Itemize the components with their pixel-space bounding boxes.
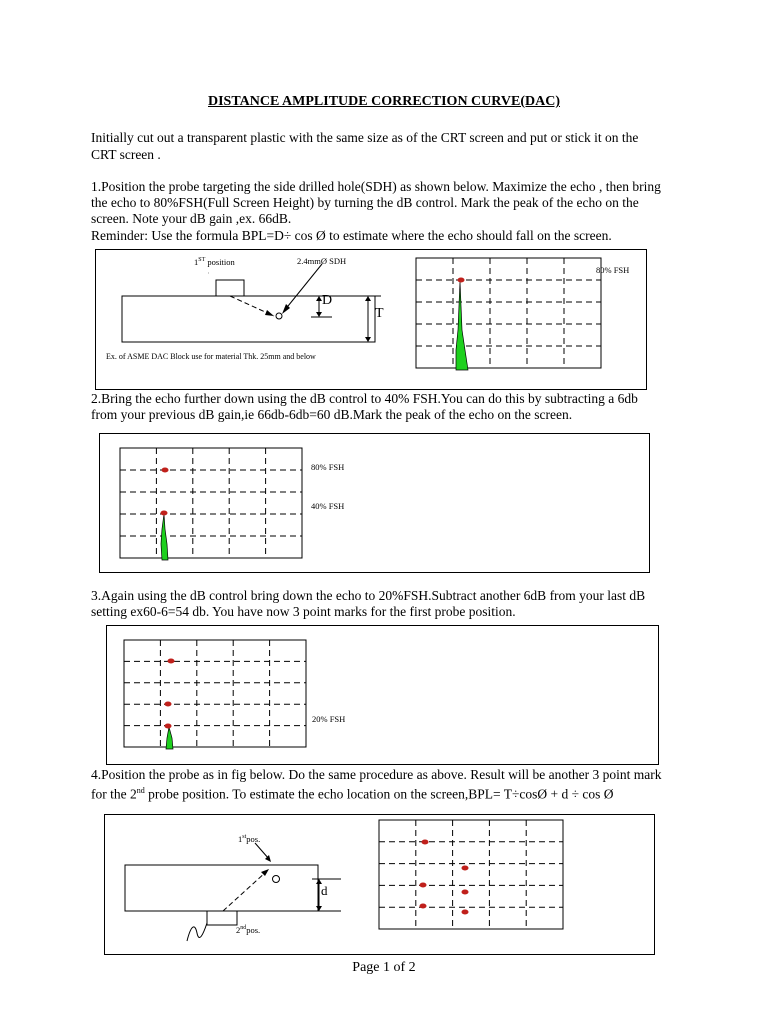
sdh-hole — [273, 876, 280, 883]
figure-2 — [99, 433, 650, 573]
fsh-80-label: 80% FSH — [596, 265, 630, 275]
step2-line-2: from your previous dB gain,ie 66db-6db=60 dB.Mark the peak of the echo on the screen. — [91, 407, 573, 422]
probe-2nd-position — [207, 911, 237, 925]
echo-peak-marker-80 — [458, 278, 465, 283]
sdh-pointer — [284, 264, 322, 311]
document-title: DISTANCE AMPLITUDE CORRECTION CURVE(DAC) — [208, 94, 560, 109]
echo-peak-marker-80 — [168, 659, 175, 664]
step1-line-3: screen. Note your dB gain ,ex. 66dB. — [91, 211, 292, 226]
step4-line-1: 4.Position the probe as in fig below. Do the same procedure as above. Result will be another 3 point mark — [91, 767, 662, 782]
figure-4 — [104, 814, 655, 955]
d-small-label: d — [321, 883, 328, 898]
figure-1 — [95, 249, 647, 390]
probe-1st-position — [216, 280, 244, 296]
crt-screen-4 — [379, 820, 563, 929]
step4-line-2: for the 2nd probe position. To estimate the echo location on the screen,BPL= T÷cosØ + d ÷ cos Ø — [91, 786, 614, 802]
page-footer: Page 1 of 2 — [352, 960, 416, 975]
beam-arrow-icon — [265, 310, 274, 316]
block-caption: Ex. of ASME DAC Block use for material Thk. 25mm and below — [106, 352, 316, 361]
echo-peak-marker-80 — [162, 468, 169, 473]
figure-2-drawing — [100, 434, 649, 572]
fsh-80-label: 80% FSH — [311, 462, 345, 472]
crt-screen-1 — [416, 258, 601, 368]
second-pos-label: 2ndpos. — [236, 924, 261, 935]
step1-line-4: Reminder: Use the formula BPL=D÷ cos Ø to estimate where the echo should fall on the screen. — [91, 228, 612, 243]
first-position-pointer — [255, 843, 269, 859]
cable-squiggle — [187, 923, 207, 941]
fsh-40-label: 40% FSH — [311, 501, 345, 511]
calibration-block — [125, 865, 318, 911]
figure-3-drawing — [107, 626, 658, 764]
step3-line-1: 3.Again using the dB control bring down the echo to 20%FSH.Subtract another 6dB from your last dB — [91, 588, 646, 603]
calibration-block — [122, 296, 375, 342]
sound-beam — [223, 871, 267, 911]
first-position-label: 1ST position — [194, 256, 235, 267]
step3-line-2: setting ex60-6=54 db. You have now 3 point marks for the first probe position. — [91, 604, 516, 619]
intro-line-1: Initially cut out a transparent plastic with the same size as of the CRT screen and put or stick it on the — [91, 130, 639, 145]
step2-line-1: 2.Bring the echo further down using the dB control to 40% FSH.You can do this by subtracting a 6db — [91, 391, 638, 406]
step1-line-2: the echo to 80%FSH(Full Screen Height) by turning the dB control. Mark the peak of the echo on the — [91, 195, 639, 210]
marker-pos2-40 — [462, 890, 469, 895]
marker-pos1-80 — [422, 840, 429, 845]
echo-peak-marker-40 — [165, 702, 172, 707]
echo-peak-marker-20 — [165, 724, 172, 729]
sdh-label: 2.4mmØ SDH — [297, 256, 347, 266]
figure-1-drawing — [96, 250, 646, 389]
first-pos-label: 1stpos. — [238, 833, 261, 844]
t-label: T — [375, 306, 384, 321]
figure-3 — [106, 625, 659, 765]
sdh-hole — [276, 313, 282, 319]
marker-pos2-80 — [462, 866, 469, 871]
d-label: D — [322, 293, 333, 308]
marker-pos2-20 — [462, 910, 469, 915]
intro-line-2: CRT screen . — [91, 147, 161, 162]
figure-4-drawing — [105, 815, 654, 954]
step1-line-1: 1.Position the probe targeting the side drilled hole(SDH) as shown below. Maximize the echo , then bring — [91, 179, 661, 194]
crt-screen-3 — [124, 640, 306, 747]
svg-text:': ' — [208, 273, 209, 278]
crt-screen-2 — [120, 448, 302, 558]
echo-peak-marker-40 — [161, 511, 168, 516]
marker-pos1-40 — [420, 883, 427, 888]
fsh-20-label: 20% FSH — [312, 714, 346, 724]
marker-pos1-20 — [420, 904, 427, 909]
